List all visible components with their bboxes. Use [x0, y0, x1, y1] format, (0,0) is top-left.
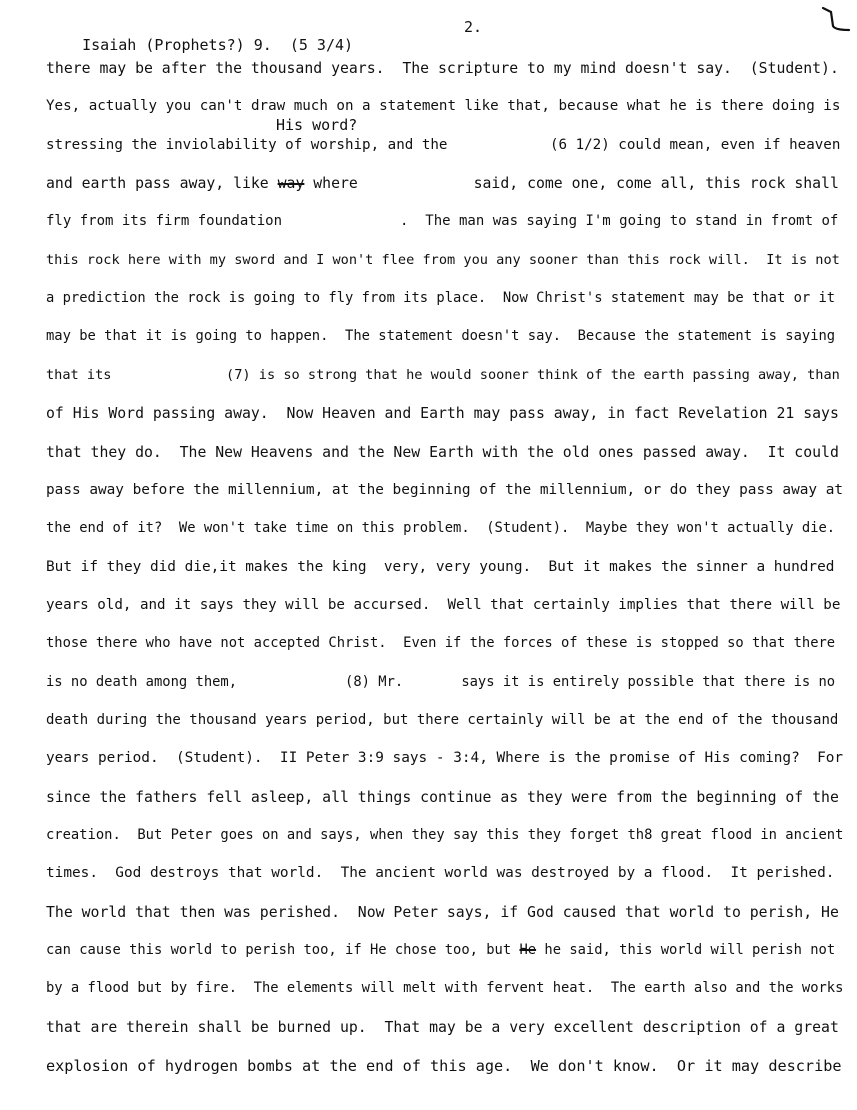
line-segment: creation. But Peter goes on and says, when they say this they forget th8 great flood in ancient — [46, 827, 844, 843]
text-line — [46, 98, 840, 114]
text-line — [46, 60, 839, 77]
text-line — [46, 789, 839, 806]
header-title: Isaiah (Prophets?) 9. (5 3/4) — [82, 36, 354, 54]
line-segment: and earth pass away, like — [46, 175, 278, 193]
text-line — [46, 328, 835, 344]
text-line — [46, 213, 838, 229]
text-line — [46, 980, 843, 996]
line-segment: times. God destroys that world. The ancient world was destroyed by a flood. It perished. — [46, 865, 835, 882]
text-line — [46, 290, 835, 306]
text-line — [46, 674, 835, 690]
line-segment: fly from its firm foundation . The man was saying I'm going to stand in fromt of — [46, 213, 839, 230]
text-line — [46, 1019, 839, 1036]
line-segment: a prediction the rock is going to fly from its place. Now Christ's statement may be that or it — [46, 290, 836, 307]
line-segment: explosion of hydrogen bombs at the end of this age. We don't know. Or it may describe — [46, 1057, 842, 1076]
text-line — [46, 865, 834, 881]
line-segment: years old, and it says they will be accursed. Well that certainly implies that there will be — [46, 596, 841, 613]
line-segment: since the fathers fell asleep, all things continue as they were from the beginning of the — [46, 788, 839, 806]
text-line — [46, 520, 835, 536]
text-line — [46, 597, 840, 613]
line-segment: The world that then was perished. Now Peter says, if God caused that world to perish, He — [46, 903, 839, 921]
line-segment: those there who have not accepted Christ. Even if the forces of these is stopped so that there — [46, 635, 836, 652]
handwritten-insertion: His word? — [276, 116, 358, 134]
text-line — [46, 712, 838, 728]
line-segment: where said, come one, come all, this rock shall — [304, 175, 839, 193]
line-segment: this rock here with my sword and I won't flee from you any sooner than this rock will. It is not — [46, 251, 840, 268]
line-segment: may be that it is going to happen. The statement doesn't say. Because the statement is saying — [46, 328, 836, 345]
text-line — [46, 904, 839, 921]
line-segment: Yes, actually you can't draw much on a statement like that, because what he is there doing is — [46, 98, 841, 115]
text-line — [46, 635, 835, 651]
text-line — [46, 137, 840, 153]
struck-word: He — [519, 942, 537, 959]
text-line — [46, 367, 840, 383]
line-segment: by a flood but by fire. The elements will melt with fervent heat. The earth also and the works — [46, 980, 844, 997]
text-line — [46, 444, 839, 461]
line-segment: of His Word passing away. Now Heaven and Earth may pass away, in fact Revelation 21 says — [46, 405, 839, 423]
line-segment: that are therein shall be burned up. That may be a very excellent description of a great — [46, 1018, 839, 1036]
line-segment: death during the thousand years period, but there certainly will be at the end of the thousand — [46, 711, 839, 728]
line-segment: the end of it? We won't take time on this problem. (Student). Maybe they won't actually die. — [46, 520, 836, 537]
line-segment: years period. (Student). II Peter 3:9 says - 3:4, Where is the promise of His coming? For — [46, 750, 844, 767]
text-line — [46, 942, 835, 958]
page-number: 2. — [464, 18, 483, 36]
line-segment: pass away before the millennium, at the beginning of the millennium, or do they pass away at — [46, 481, 844, 498]
line-segment: is no death among them, (8) Mr. says it is entirely possible that there is no — [46, 673, 836, 690]
line-segment: there may be after the thousand years. The scripture to my mind doesn't say. (Student). — [46, 60, 839, 77]
text-line — [46, 559, 834, 575]
line-segment: that they do. The New Heavens and the New Earth with the old ones passed away. It could — [46, 443, 839, 461]
text-line — [46, 827, 843, 843]
line-segment: can cause this world to perish too, if He chose too, but — [46, 942, 520, 959]
corner-pen-mark-icon — [819, 4, 853, 34]
text-line — [46, 175, 839, 192]
line-segment: he said, this world will perish not — [536, 942, 836, 959]
line-segment: that its (7) is so strong that he would sooner think of the earth passing away, than — [46, 366, 840, 383]
line-segment: stressing the inviolability of worship, and the (6 1/2) could mean, even if heaven — [46, 136, 841, 153]
text-line — [46, 482, 843, 498]
struck-word: way — [277, 175, 305, 193]
text-line — [46, 1057, 842, 1075]
line-segment: But if they did die,it makes the king very, very young. But it makes the sinner a hundred — [46, 558, 835, 575]
text-line — [46, 405, 839, 422]
text-line — [46, 750, 843, 766]
text-line — [46, 252, 840, 268]
